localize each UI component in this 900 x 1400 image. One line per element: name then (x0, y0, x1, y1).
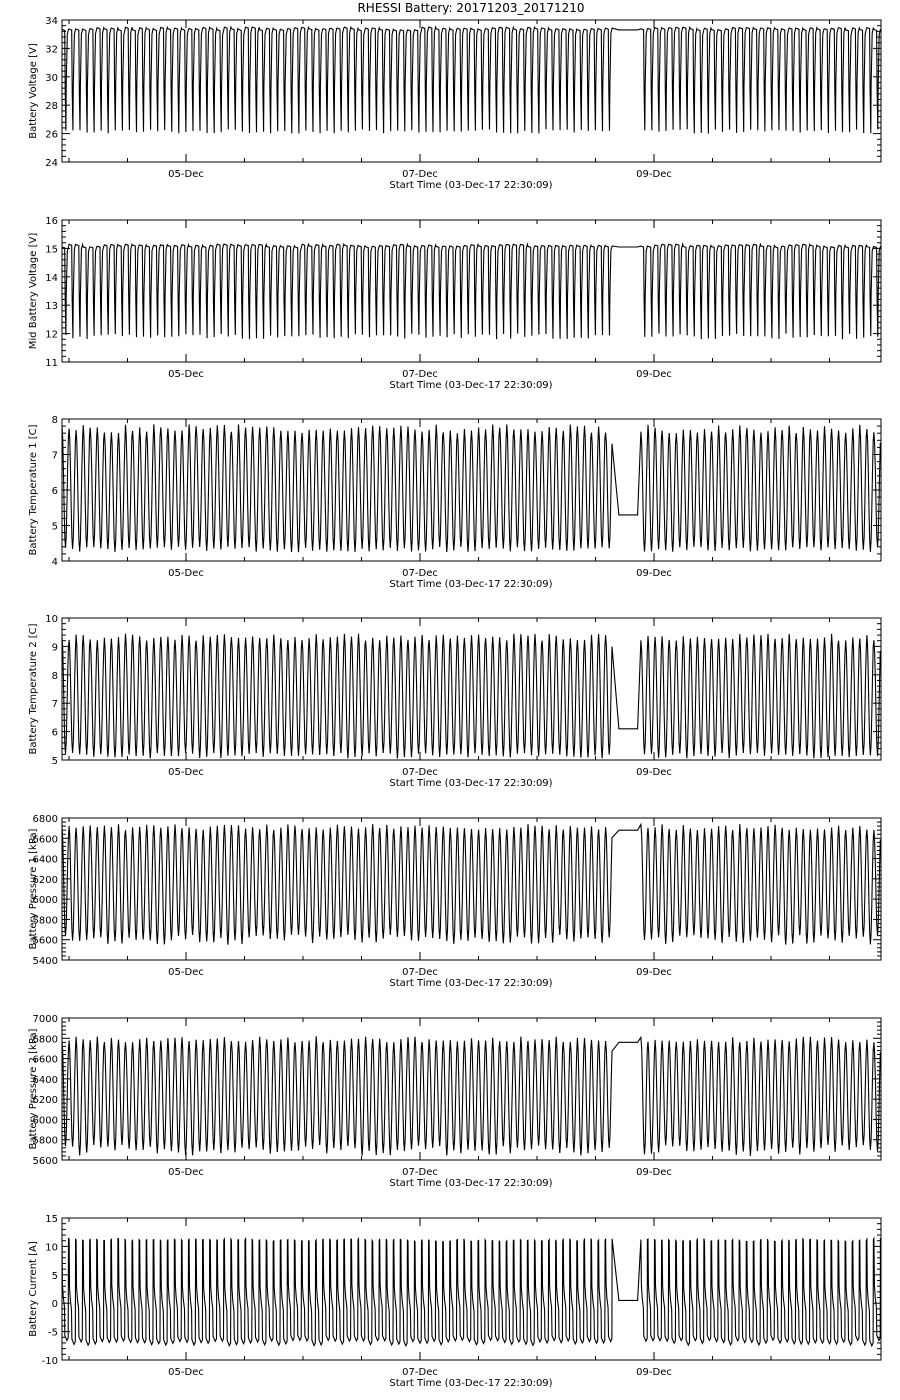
y-tick-label: 32 (45, 44, 58, 56)
x-tick-label: 05-Dec (168, 1167, 204, 1178)
y-tick-label: 12 (45, 329, 58, 341)
x-tick-label: 09-Dec (636, 967, 672, 978)
y-tick-label: 6800 (32, 814, 58, 825)
y-tick-label: 6400 (32, 1074, 58, 1086)
panel-3 (28, 415, 881, 590)
y-tick-label: 28 (45, 101, 58, 113)
y-axis-label: Battery Voltage [V] (28, 43, 39, 139)
y-tick-label: 9 (51, 642, 58, 654)
series-line (62, 1036, 881, 1156)
x-tick-label: 09-Dec (636, 767, 672, 778)
y-tick-label: 6 (51, 727, 58, 739)
panels (28, 16, 881, 1389)
x-axis-label: Start Time (03-Dec-17 22:30:09) (389, 1178, 553, 1189)
panel-5 (28, 814, 881, 989)
panel-6 (28, 1014, 881, 1189)
x-tick-label: 05-Dec (168, 767, 204, 778)
x-axis-label: Start Time (03-Dec-17 22:30:09) (389, 778, 553, 789)
y-tick-label: 11 (45, 358, 58, 369)
y-tick-label: 7 (51, 450, 58, 462)
series-line (62, 424, 881, 552)
x-tick-label: 05-Dec (168, 169, 204, 180)
y-tick-label: 7 (51, 699, 58, 711)
y-tick-label: 6400 (32, 854, 58, 866)
y-tick-label: 6 (51, 486, 58, 497)
y-tick-label: -5 (48, 1327, 58, 1339)
y-axis-label: Battery Pressure 2 [kPa] (28, 1028, 39, 1150)
y-tick-label: 5800 (32, 915, 58, 927)
y-tick-label: 6800 (32, 1034, 58, 1046)
series-line (62, 244, 881, 339)
x-tick-label: 09-Dec (636, 1367, 672, 1378)
y-tick-label: 5 (51, 1270, 58, 1282)
y-tick-label: 26 (45, 129, 58, 141)
x-axis-label: Start Time (03-Dec-17 22:30:09) (389, 380, 553, 391)
y-tick-label: 5800 (32, 1135, 58, 1147)
x-tick-label: 09-Dec (636, 568, 672, 579)
y-axis-label: Battery Pressure 1 [kPa] (28, 828, 39, 950)
y-axis-label: Battery Current [A] (28, 1241, 39, 1337)
y-tick-label: 15 (45, 1214, 58, 1225)
series-line (62, 824, 881, 945)
series-line (62, 27, 881, 134)
y-tick-label: 5 (51, 756, 58, 767)
y-tick-label: 15 (45, 244, 58, 256)
y-tick-label: -10 (41, 1356, 58, 1367)
y-tick-label: 8 (51, 415, 58, 426)
y-tick-label: 6000 (32, 895, 58, 907)
y-tick-label: 6600 (32, 1054, 58, 1066)
y-tick-label: 5600 (32, 935, 58, 947)
y-tick-label: 5 (51, 521, 58, 533)
x-axis-label: Start Time (03-Dec-17 22:30:09) (389, 180, 553, 191)
y-tick-label: 34 (45, 16, 58, 27)
y-tick-label: 5600 (32, 1156, 58, 1167)
y-tick-label: 5400 (32, 956, 58, 967)
x-tick-label: 07-Dec (402, 967, 438, 978)
x-tick-label: 09-Dec (636, 169, 672, 180)
y-tick-label: 6200 (32, 1095, 58, 1107)
panel-2 (28, 216, 881, 391)
panel-1 (28, 16, 881, 191)
y-tick-label: 6000 (32, 1115, 58, 1127)
y-tick-label: 8 (51, 670, 58, 682)
figure-title: RHESSI Battery: 20171203_20171210 (357, 1, 585, 15)
y-tick-label: 10 (45, 614, 58, 625)
y-tick-label: 10 (45, 1242, 58, 1254)
y-axis-label: Battery Temperature 2 [C] (28, 623, 39, 755)
x-axis-label: Start Time (03-Dec-17 22:30:09) (389, 978, 553, 989)
x-tick-label: 07-Dec (402, 767, 438, 778)
x-tick-label: 05-Dec (168, 369, 204, 380)
y-axis-label: Mid Battery Voltage [V] (28, 232, 39, 350)
y-tick-label: 30 (45, 72, 58, 84)
x-tick-label: 09-Dec (636, 1167, 672, 1178)
x-tick-label: 07-Dec (402, 369, 438, 380)
y-tick-label: 0 (51, 1299, 58, 1311)
panel-7 (28, 1214, 881, 1389)
y-tick-label: 16 (45, 216, 58, 227)
x-tick-label: 09-Dec (636, 369, 672, 380)
x-tick-label: 07-Dec (402, 568, 438, 579)
y-tick-label: 24 (45, 158, 58, 169)
x-axis-label: Start Time (03-Dec-17 22:30:09) (389, 1378, 553, 1389)
y-axis-label: Battery Temperature 1 [C] (28, 424, 39, 556)
x-tick-label: 05-Dec (168, 568, 204, 579)
series-line (62, 634, 881, 759)
series-line (62, 1239, 881, 1346)
x-tick-label: 07-Dec (402, 1167, 438, 1178)
y-tick-label: 4 (51, 557, 58, 568)
y-tick-label: 6200 (32, 874, 58, 886)
x-tick-label: 07-Dec (402, 169, 438, 180)
y-tick-label: 13 (45, 301, 58, 313)
y-tick-label: 7000 (32, 1014, 58, 1025)
x-axis-label: Start Time (03-Dec-17 22:30:09) (389, 579, 553, 590)
y-tick-label: 6600 (32, 834, 58, 846)
x-tick-label: 05-Dec (168, 1367, 204, 1378)
plot-frame (62, 818, 881, 960)
y-tick-label: 14 (45, 272, 58, 284)
x-tick-label: 05-Dec (168, 967, 204, 978)
x-tick-label: 07-Dec (402, 1367, 438, 1378)
panel-4 (28, 614, 881, 789)
